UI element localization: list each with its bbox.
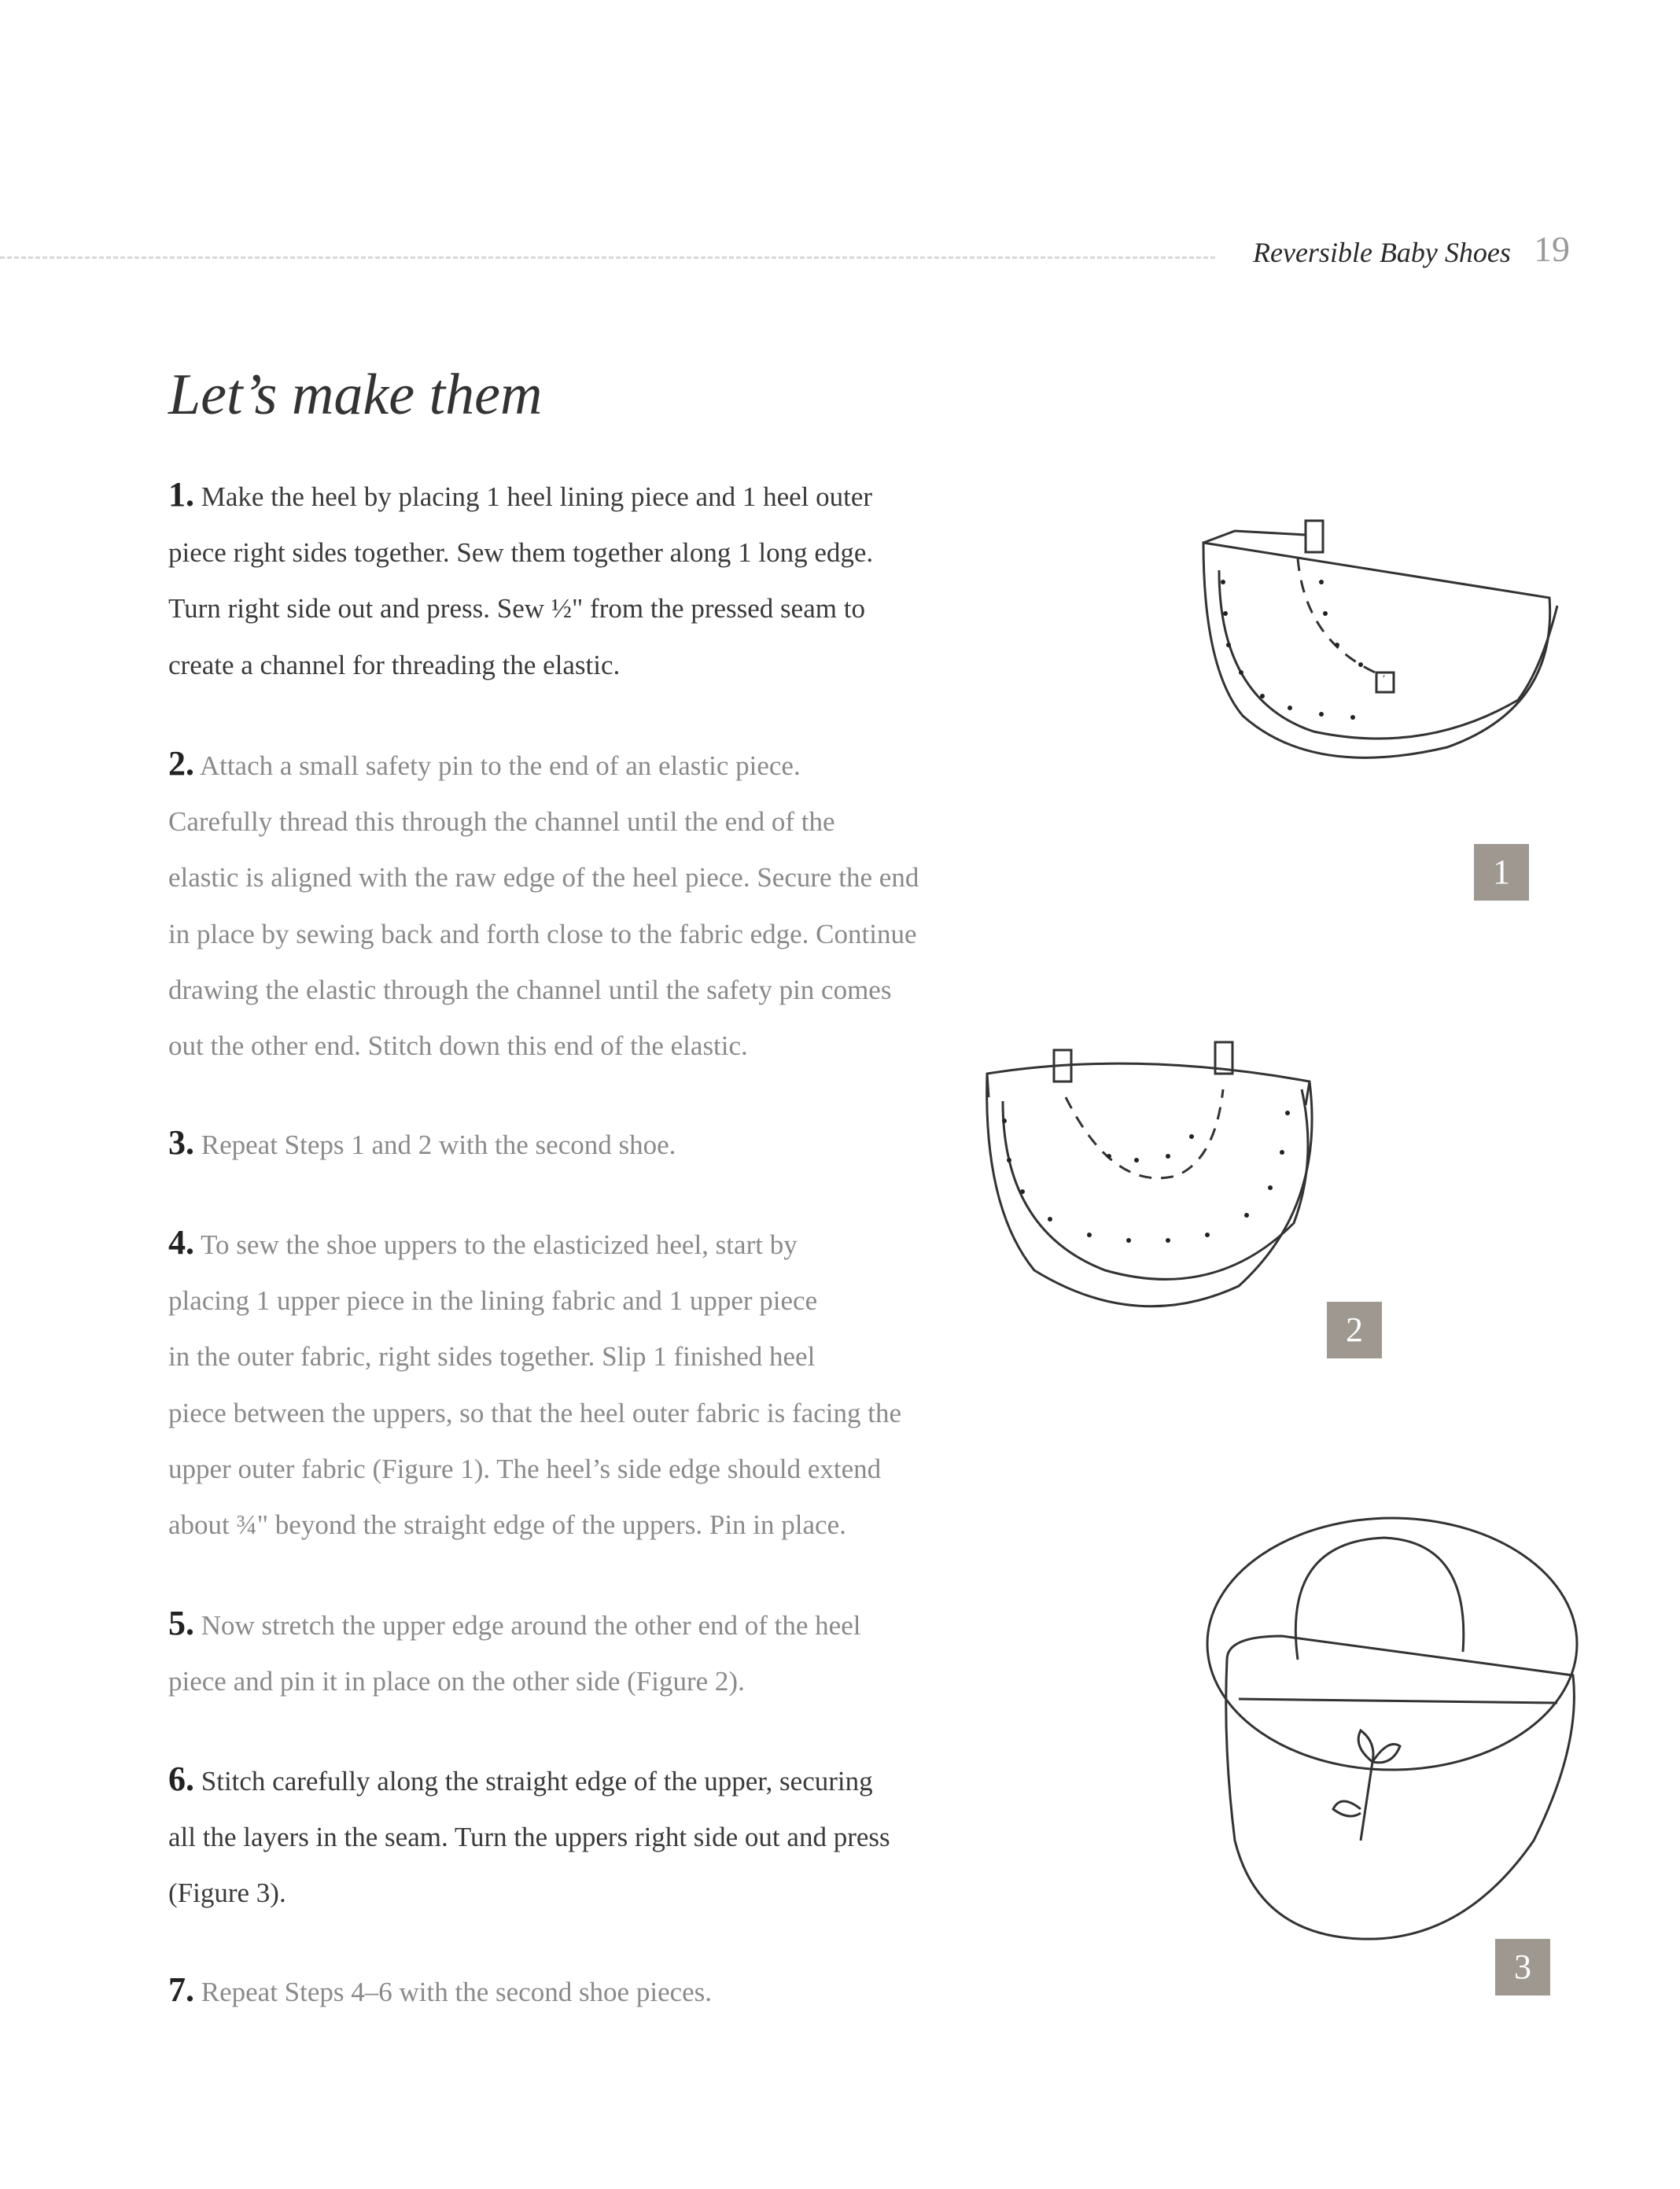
figure-3-badge: 3 [1495, 1939, 1550, 1996]
figure-3-illustration [1203, 1510, 1589, 1959]
step-line [168, 637, 873, 693]
step-text: piece right sides together. Sew them together along 1 long edge. [168, 537, 874, 569]
step-text: piece between the uppers, so that the heel outer fabric is facing the [168, 1397, 901, 1428]
step-line [168, 1497, 901, 1553]
step-line [168, 962, 919, 1018]
step-text: Stitch carefully along the straight edge of the upper, securing [201, 1766, 873, 1797]
step-line [168, 1385, 901, 1441]
running-title: Reversible Baby Shoes [1253, 237, 1511, 268]
step-line [168, 735, 919, 794]
step-text: elastic is aligned with the raw edge of the heel piece. Secure the end [168, 862, 919, 894]
step-line [168, 794, 919, 849]
figure-2-illustration [979, 1034, 1333, 1325]
step-text: out the other end. Stitch down this end of the elastic. [168, 1030, 748, 1062]
step-line [168, 849, 919, 905]
step-text: (Figure 3). [168, 1878, 286, 1909]
figure-2-badge: 2 [1327, 1302, 1382, 1358]
step-text: in place by sewing back and forth close to the fabric edge. Continue [168, 918, 917, 949]
step-text: piece and pin it in place on the other side (Figure 2). [168, 1666, 745, 1697]
step-line [168, 906, 919, 962]
page-number: 19 [1534, 229, 1570, 269]
step-7 [168, 1962, 712, 2020]
step-1 [168, 466, 873, 693]
step-text: Now stretch the upper edge around the other end of the heel [201, 1610, 861, 1641]
step-number: 5. [168, 1604, 194, 1642]
step-line [168, 1441, 901, 1497]
step-line [168, 1653, 860, 1709]
step-number: 3. [168, 1123, 194, 1162]
step-number: 6. [168, 1760, 194, 1798]
step-line [168, 580, 873, 636]
step-number: 1. [168, 475, 194, 514]
step-number: 2. [168, 744, 194, 783]
step-text: all the layers in the seam. Turn the uppers right side out and press [168, 1822, 890, 1853]
step-line [168, 1595, 860, 1653]
step-number: 4. [168, 1223, 194, 1262]
step-line [168, 1865, 890, 1921]
step-5 [168, 1595, 860, 1709]
step-text: drawing the elastic through the channel until the safety pin comes [168, 974, 892, 1005]
step-line [168, 466, 873, 525]
step-text: about ¾" beyond the straight edge of the uppers. Pin in place. [168, 1509, 846, 1541]
step-2 [168, 735, 919, 1074]
step-3 [168, 1115, 676, 1173]
step-line [168, 1273, 901, 1329]
step-text: create a channel for threading the elastic. [168, 649, 621, 680]
step-number: 7. [168, 1970, 194, 2009]
step-text: Attach a small safety pin to the end of an elastic piece. [199, 750, 801, 781]
step-text: To sew the shoe uppers to the elasticized heel, start by [201, 1229, 798, 1260]
step-line [168, 1809, 890, 1865]
step-6 [168, 1751, 890, 1922]
step-text: Carefully thread this through the channel until the end of the [168, 806, 835, 838]
figure-1-illustration [1188, 511, 1573, 779]
step-text: placing 1 upper piece in the lining fabric and 1 upper piece [168, 1285, 818, 1317]
step-4 [168, 1214, 901, 1553]
step-line [168, 1751, 890, 1809]
step-line [168, 1329, 901, 1384]
step-text: Make the heel by placing 1 heel lining piece and 1 heel outer [201, 481, 873, 512]
step-text: upper outer fabric (Figure 1). The heel’s side edge should extend [168, 1453, 882, 1484]
step-line [168, 1018, 919, 1074]
step-line [168, 1115, 676, 1173]
step-text: Repeat Steps 1 and 2 with the second shoe. [201, 1130, 676, 1160]
step-line [168, 525, 873, 580]
section-title: Let’s make them [168, 363, 543, 427]
figure-1-badge: 1 [1474, 844, 1529, 901]
step-text: in the outer fabric, right sides together. Slip 1 finished heel [168, 1341, 816, 1373]
step-line [168, 1214, 901, 1273]
header-dashed-rule [0, 256, 1215, 259]
step-line [168, 1962, 712, 2020]
step-text: Repeat Steps 4–6 with the second shoe pieces. [201, 1977, 713, 2007]
step-text: Turn right side out and press. Sew ½" from the pressed seam to [168, 593, 865, 625]
